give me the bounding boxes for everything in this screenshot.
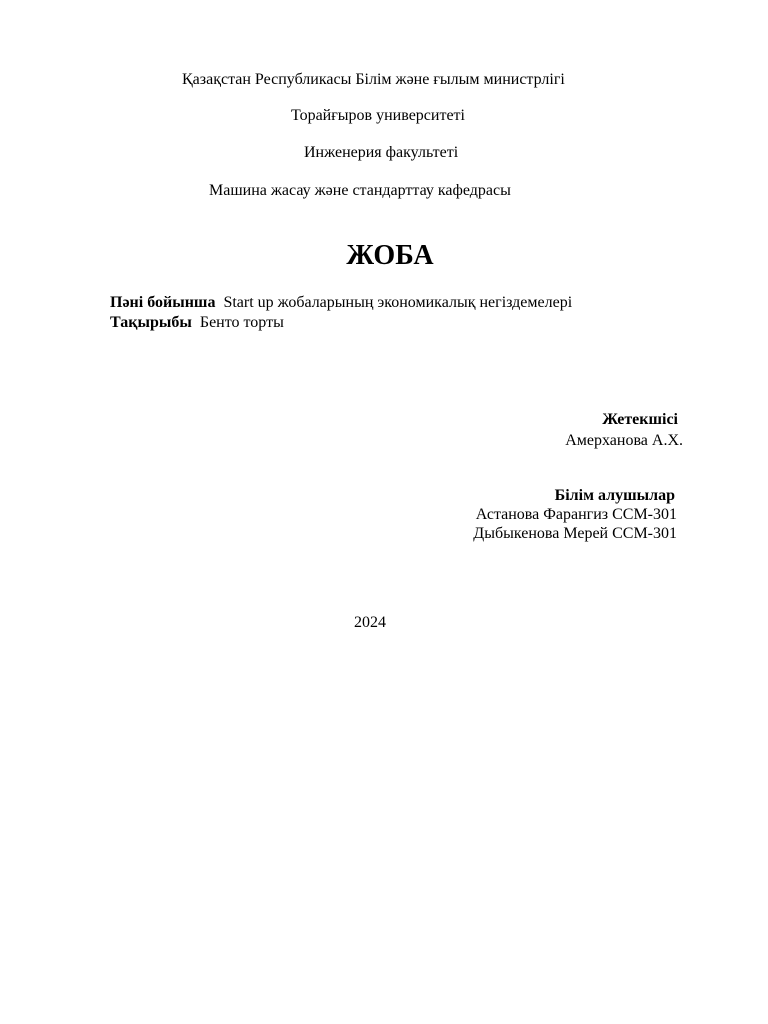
supervisor-label: Жетекшісі xyxy=(602,411,678,428)
student-name: Дыбыкенова Мерей ССМ-301 xyxy=(473,525,677,542)
subject-label: Пәні бойынша xyxy=(110,294,216,311)
university-line: Торайғыров университеті xyxy=(291,107,465,124)
topic-value: Бенто торты xyxy=(199,314,284,331)
faculty-line: Инженерия факультеті xyxy=(304,144,459,161)
students-label: Білім алушылар xyxy=(554,487,675,504)
supervisor-name: Амерханова А.Х. xyxy=(565,432,683,449)
topic-line xyxy=(110,313,284,333)
year: 2024 xyxy=(354,614,386,631)
document-title: ЖОБА xyxy=(346,240,434,271)
ministry-line: Қазақстан Республикасы Білім және ғылым министрлігі xyxy=(182,71,565,88)
subject-value: Start up жобаларының экономикалық негіздемелері xyxy=(223,294,573,311)
student-name: Астанова Фарангиз ССМ-301 xyxy=(475,506,677,523)
department-line: Машина жасау және стандарттау кафедрасы xyxy=(209,182,511,199)
subject-line xyxy=(110,293,572,313)
topic-label: Тақырыбы xyxy=(110,314,192,331)
